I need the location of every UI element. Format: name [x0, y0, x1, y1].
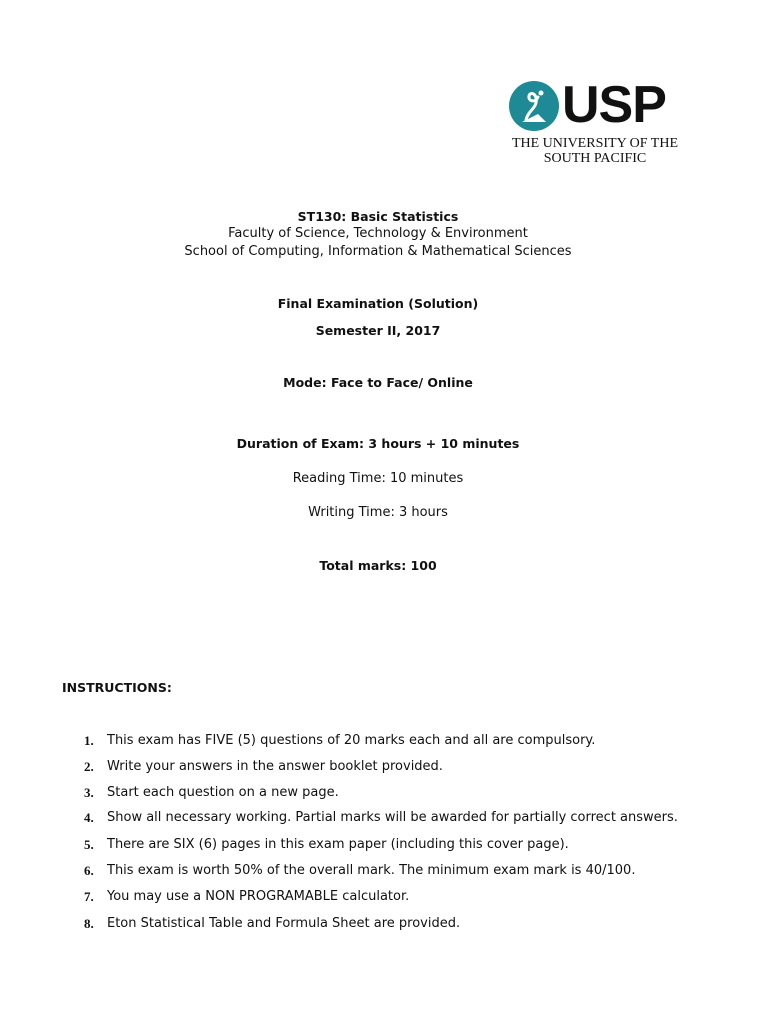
- logo-line-2: SOUTH PACIFIC: [543, 151, 647, 166]
- item-text: This exam is worth 50% of the overall mark. The minimum exam mark is 40/100.: [107, 863, 636, 878]
- item-text: Show all necessary working. Partial marks will be awarded for partially correct answers.: [107, 810, 678, 825]
- course-title: ST130: Basic Statistics: [297, 209, 459, 224]
- school-name: School of Computing, Information & Mathematical Sciences: [184, 244, 572, 259]
- list-item: [84, 732, 744, 750]
- item-number: 4.: [84, 810, 94, 825]
- item-text: Start each question on a new page.: [107, 785, 339, 800]
- item-number: 1.: [84, 733, 94, 748]
- list-item: [84, 809, 744, 827]
- list-item: [84, 915, 744, 933]
- total-marks: Total marks: 100: [319, 558, 437, 573]
- list-item: [84, 836, 744, 854]
- faculty-name: Faculty of Science, Technology & Environment: [228, 226, 528, 241]
- item-text: There are SIX (6) pages in this exam paper (including this cover page).: [107, 837, 569, 852]
- item-number: 5.: [84, 837, 94, 852]
- list-item: [84, 784, 744, 802]
- list-item: [84, 758, 744, 776]
- exam-title: Final Examination (Solution): [277, 296, 479, 311]
- usp-logo: [500, 74, 690, 174]
- item-number: 6.: [84, 863, 94, 878]
- list-item: [84, 862, 744, 880]
- item-number: 2.: [84, 759, 94, 774]
- reading-time: Reading Time: 10 minutes: [292, 471, 464, 486]
- item-number: 7.: [84, 889, 94, 904]
- item-text: You may use a NON PROGRAMABLE calculator.: [107, 889, 410, 904]
- exam-semester: Semester II, 2017: [315, 323, 441, 338]
- item-number: 8.: [84, 916, 94, 931]
- item-text: Write your answers in the answer booklet provided.: [107, 759, 443, 774]
- exam-duration: Duration of Exam: 3 hours + 10 minutes: [236, 436, 520, 451]
- usp-emblem-icon: [508, 80, 560, 132]
- item-text: Eton Statistical Table and Formula Sheet are provided.: [107, 916, 461, 931]
- item-text: This exam has FIVE (5) questions of 20 marks each and all are compulsory.: [107, 733, 596, 748]
- logo-wordmark: USP: [562, 76, 666, 134]
- exam-mode: Mode: Face to Face/ Online: [283, 375, 473, 390]
- item-number: 3.: [84, 785, 94, 800]
- logo-line-1: THE UNIVERSITY OF THE: [511, 136, 679, 151]
- writing-time: Writing Time: 3 hours: [308, 505, 448, 520]
- list-item: [84, 888, 744, 906]
- instructions-heading: INSTRUCTIONS:: [62, 680, 172, 695]
